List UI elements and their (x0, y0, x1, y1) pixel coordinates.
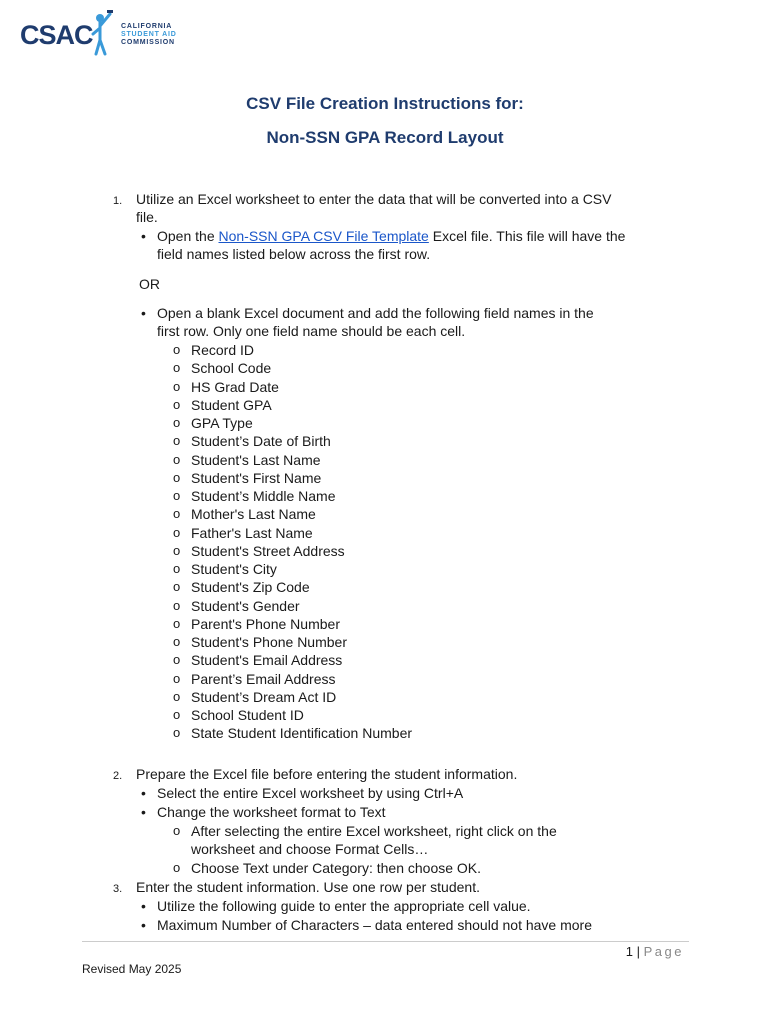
field-name-item: Student's Email Address (191, 652, 343, 669)
field-name-item: Parent's Phone Number (191, 615, 340, 632)
sub-bullet-icon: o (173, 378, 181, 394)
field-name-item: Father's Last Name (191, 524, 313, 541)
field-name-item: Student's Phone Number (191, 634, 347, 650)
sub-bullet-icon: o (173, 396, 181, 412)
sub-bullet-icon: o (173, 860, 181, 875)
template-link[interactable]: Non-SSN GPA CSV File Template (218, 228, 429, 244)
field-name-item: Student's Gender (191, 597, 300, 614)
sub-bullet-icon: o (173, 823, 181, 838)
sub-bullet-icon: o (173, 542, 181, 558)
sub-bullet-icon: o (173, 488, 181, 503)
field-name-item: Student's Street Address (191, 542, 345, 559)
step-3-bullet-2: Maximum Number of Characters – data entered should not have more (157, 917, 592, 933)
field-name-item: Student's Zip Code (191, 579, 310, 596)
sub-bullet-icon: o (173, 360, 181, 376)
field-name-item: Student's Last Name (191, 451, 321, 468)
step-2-sub-1: After selecting the entire Excel worksheet, right click on the worksheet and choose Format Cells… (191, 823, 557, 858)
sub-bullet-icon: o (173, 469, 181, 485)
step-3-text: Enter the student information. Use one row per student. (136, 879, 480, 895)
bullet-icon: • (141, 917, 146, 933)
sub-bullet-icon: o (173, 342, 181, 357)
field-name-item: Mother's Last Name (191, 506, 316, 523)
step-1-number: 1. (113, 195, 123, 207)
field-name-item: Student's City (191, 561, 277, 577)
field-name-item: Student’s Middle Name (191, 488, 336, 504)
sub-bullet-icon: o (173, 524, 181, 540)
document-title-line-2: Non-SSN GPA Record Layout (266, 128, 504, 147)
field-name-item: Student’s Dream Act ID (191, 688, 337, 705)
bullet-icon: • (141, 785, 146, 801)
field-name-item: Parent’s Email Address (191, 670, 336, 687)
sub-bullet-icon: o (173, 561, 181, 576)
bullet-icon: • (141, 804, 146, 820)
step-3-number: 3. (113, 883, 123, 895)
step-2-sub-2: Choose Text under Category: then choose OK. (191, 860, 482, 876)
field-name-item: School Student ID (191, 707, 304, 723)
page-number: 1 | Page (625, 944, 684, 959)
step-1-bullet-2: Open a blank Excel document and add the following field names in the first row. Only one field name should be each cell. (157, 305, 594, 340)
sub-bullet-icon: o (173, 433, 181, 449)
sub-bullet-icon: o (173, 670, 181, 686)
document-title-line-1: CSV File Creation Instructions for: (246, 94, 524, 113)
sub-bullet-icon: o (173, 506, 181, 522)
logo-line-3: COMMISSION (121, 39, 175, 46)
sub-bullet-icon: o (173, 451, 181, 467)
bullet-icon: • (141, 898, 146, 914)
field-name-item: Student’s Date of Birth (191, 433, 331, 450)
step-2-text: Prepare the Excel file before entering the student information. (136, 766, 518, 782)
step-2-bullet-1: Select the entire Excel worksheet by using Ctrl+A (157, 785, 464, 801)
logo-line-2: STUDENT AID (121, 31, 177, 38)
revised-date: Revised May 2025 (82, 962, 182, 976)
field-name-item: School Code (191, 360, 272, 377)
step-3-bullet-1: Utilize the following guide to enter the appropriate cell value. (157, 898, 531, 914)
logo-line-1: CALIFORNIA (121, 23, 173, 30)
sub-bullet-icon: o (173, 415, 181, 430)
step-1-bullet-1: Open the Non-SSN GPA CSV File Template Excel file. This file will have the field names listed below across the first row. (157, 228, 626, 263)
step-1-text: Utilize an Excel worksheet to enter the data that will be converted into a CSV file. (136, 191, 612, 226)
sub-bullet-icon: o (173, 597, 181, 613)
or-text: OR (139, 276, 160, 292)
sub-bullet-icon: o (173, 652, 181, 668)
field-name-item: Record ID (191, 342, 255, 358)
step-2-bullet-2: Change the worksheet format to Text (157, 804, 386, 820)
field-name-item: HS Grad Date (191, 378, 279, 395)
field-name-item: Student GPA (191, 396, 272, 413)
logo-wordmark: CSAC (20, 20, 93, 50)
step-2-number: 2. (113, 770, 123, 782)
sub-bullet-icon: o (173, 615, 181, 631)
sub-bullet-icon: o (173, 634, 181, 649)
field-name-item: Student's First Name (191, 469, 322, 486)
sub-bullet-icon: o (173, 707, 181, 722)
bullet-icon: • (141, 228, 146, 244)
bullet-icon: • (141, 305, 146, 321)
footer-divider (82, 941, 689, 942)
field-name-item: GPA Type (191, 415, 253, 431)
sub-bullet-icon: o (173, 688, 181, 704)
field-name-item: State Student Identification Number (191, 725, 413, 742)
sub-bullet-icon: o (173, 579, 181, 595)
sub-bullet-icon: o (173, 725, 181, 741)
